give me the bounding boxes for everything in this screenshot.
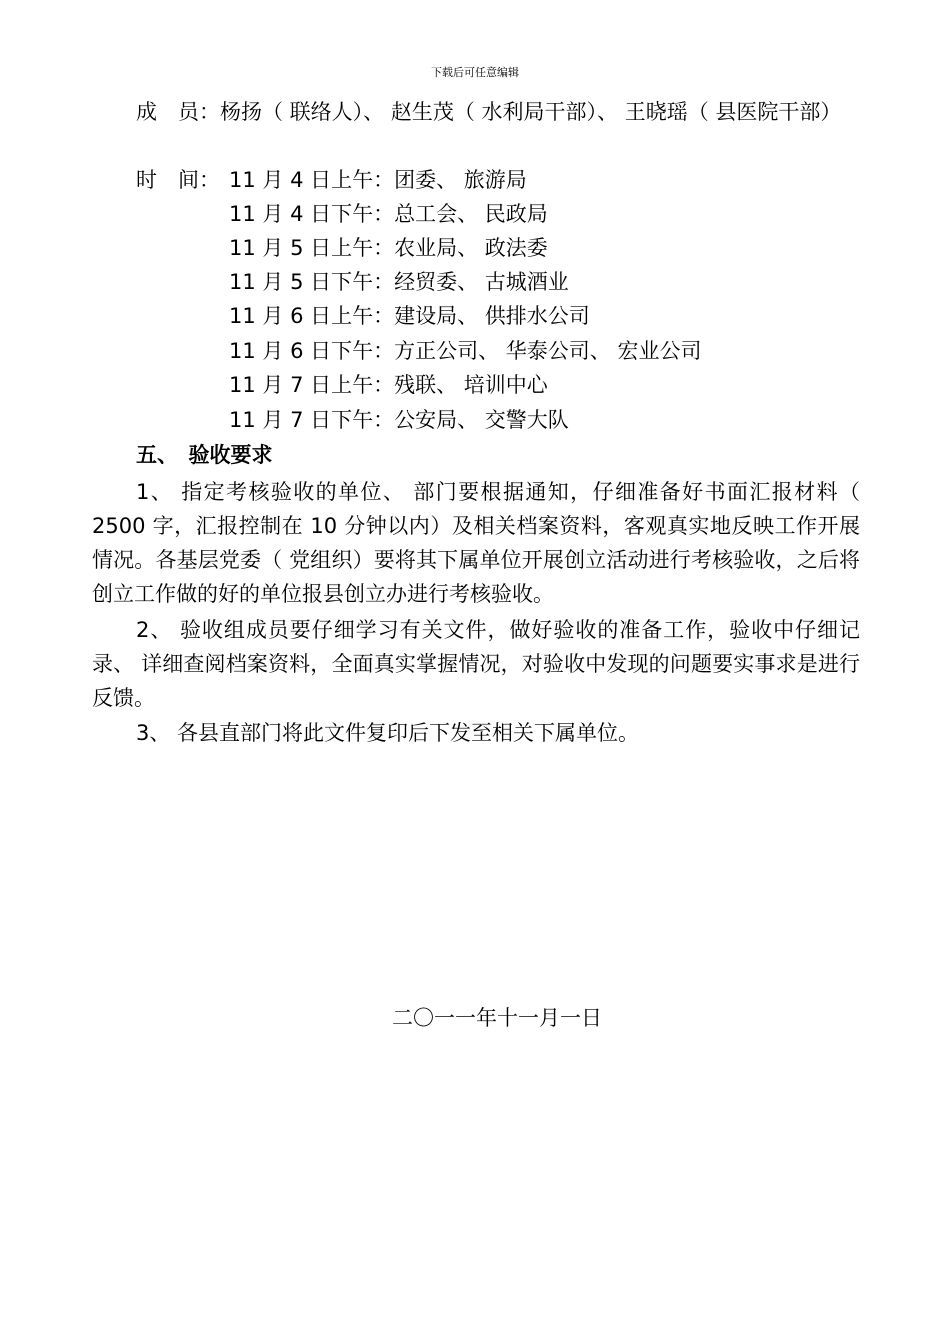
members-text: 成 员：杨扬（ 联络人）、 赵生茂（ 水利局干部）、 王晓瑶（ 县医院干部） (136, 100, 842, 124)
schedule-line: 11 月 7 日下午：公安局、 交警大队 (229, 408, 569, 432)
schedule-line: 11 月 5 日上午：农业局、 政法委 (229, 236, 548, 260)
schedule-line: 11 月 5 日下午：经贸委、 古城酒业 (229, 270, 569, 294)
document-date: 二〇一一年十一月一日 (392, 1006, 602, 1030)
schedule-line: 11 月 4 日下午：总工会、 民政局 (229, 202, 548, 226)
requirement-paragraph-1: 1、 指定考核验收的单位、 部门要根据通知，仔细准备好书面汇报材料（ 2500 字，汇报控制在 10 分钟以内）及相关档案资料，客观真实地反映工作开展情况。各基层党委（ 党组织）要将其下属单位开展创立活动进行考核验收，之后将创立工作做的好的单位报县创立办进行考核验收。 (92, 480, 860, 606)
schedule-line: 11 月 6 日下午：方正公司、 华泰公司、 宏业公司 (229, 339, 702, 363)
members-paragraph (92, 95, 860, 129)
schedule-line: 11 月 6 日上午：建设局、 供排水公司 (229, 304, 590, 328)
section-heading: 五、 验收要求 (136, 443, 273, 467)
requirement-paragraph-3: 3、 各县直部门将此文件复印后下发至相关下属单位。 (136, 721, 640, 745)
requirement-paragraph-2: 2、 验收组成员要仔细学习有关文件，做好验收的准备工作，验收中仔细记录、 详细查阅档案资料，全面真实掌握情况，对验收中发现的问题要实事求是进行反馈。 (92, 618, 860, 710)
schedule-line: 11 月 7 日上午：残联、 培训中心 (229, 373, 548, 397)
schedule-line: 11 月 4 日上午：团委、 旅游局 (229, 168, 527, 192)
header-note: 下载后可任意编辑 (431, 66, 519, 79)
schedule-label: 时 间： (136, 168, 220, 192)
